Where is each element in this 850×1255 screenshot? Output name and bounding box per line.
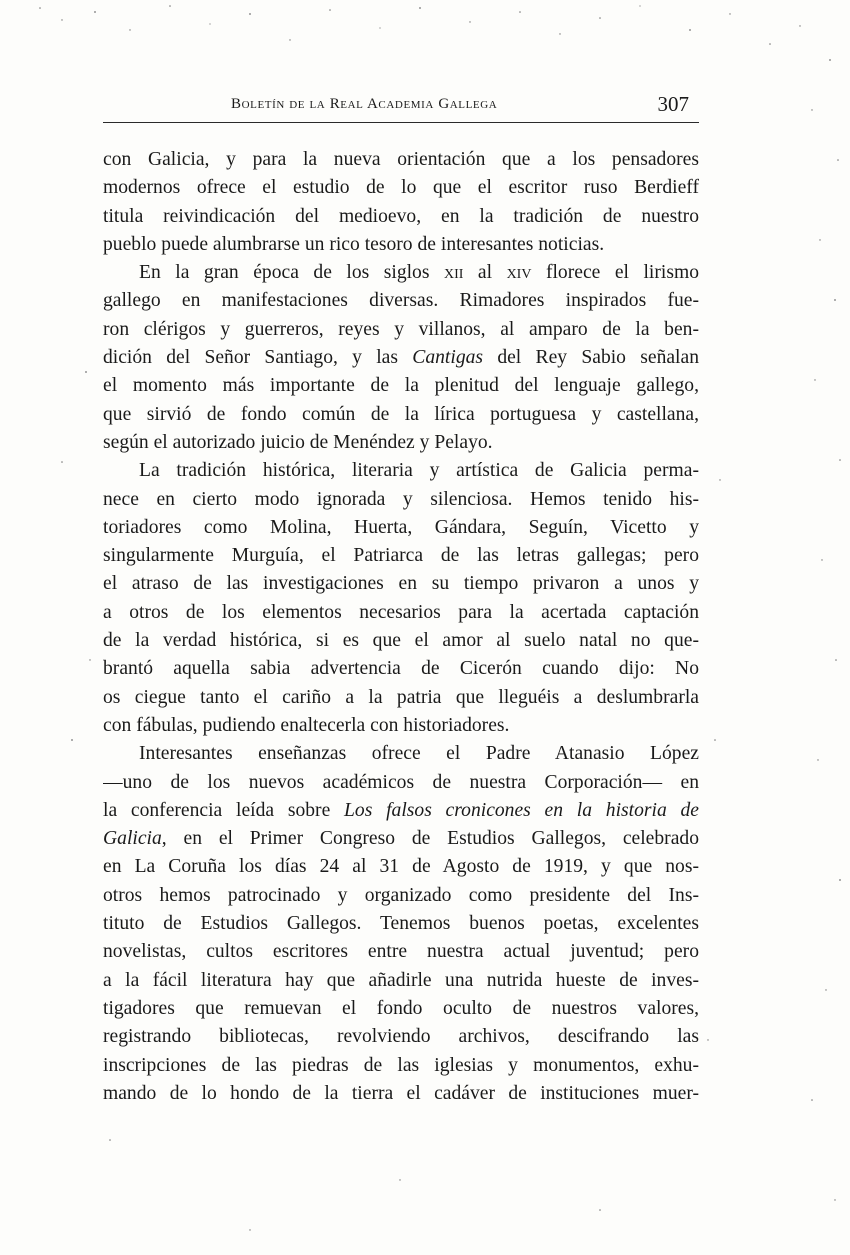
text-line: con Galicia, y para la nueva orientación que a los pensadores (103, 149, 699, 170)
text-line: la conferencia leída sobre Los falsos cronicones en la historia de (103, 799, 699, 821)
text-line: otros hemos patrocinado y organizado como presidente del Ins- (103, 884, 699, 906)
text-line: dición del Señor Santiago, y las Cantigas del Rey Sabio señalan (103, 347, 699, 369)
text-line: inscripciones de las piedras de las iglesias y monumentos, exhu- (103, 1054, 699, 1076)
text-line: brantó aquella sabia advertencia de Cicerón cuando dijo: No (103, 658, 699, 680)
running-header (103, 92, 699, 122)
body-text (103, 146, 699, 1108)
italic-title: Los falsos cronicones en la historia de (344, 799, 699, 821)
text-line: con fábulas, pudiendo enaltecerla con historiadores. (103, 714, 510, 736)
paragraph (103, 740, 699, 1108)
text-line: a otros de los elementos necesarios para la acertada captación (103, 601, 699, 623)
text-line: gallego en manifestaciones diversas. Rimadores inspirados fue- (103, 290, 699, 312)
italic-title: Cantigas (412, 347, 484, 369)
text-line: ron clérigos y guerreros, reyes y villanos, al amparo de la ben- (103, 318, 699, 340)
text-line: novelistas, cultos escritores entre nuestra actual juventud; pero (103, 941, 699, 963)
text-line: singularmente Murguía, el Patriarca de las letras gallegas; pero (103, 545, 699, 567)
text-line: tituto de Estudios Gallegos. Tenemos buenos poetas, excelentes (103, 913, 699, 935)
text-line: registrando bibliotecas, revolviendo archivos, descifrando las (103, 1026, 699, 1048)
text-line: pueblo puede alumbrarse un rico tesoro de interesantes noticias. (103, 233, 605, 255)
text-line: —uno de los nuevos académicos de nuestra Corporación— en (103, 771, 699, 793)
text-line: modernos ofrece el estudio de lo que el escritor ruso Berdieff (103, 177, 699, 199)
text-line: de la verdad histórica, si es que el amor al suelo natal no que- (103, 630, 699, 652)
text-line: La tradición histórica, literaria y artística de Galicia perma- (139, 460, 699, 482)
running-title: Boletín de la Real Academia Gallega (231, 96, 498, 112)
roman-numeral: xii (443, 262, 464, 284)
text-line: el momento más importante de la plenitud del lenguaje gallego, (103, 375, 699, 397)
text-line: En la gran época de los siglos xii al xiv florece el lirismo (139, 262, 699, 284)
page-number: 307 (657, 92, 689, 116)
paragraph (103, 457, 699, 740)
text-line: tigadores que remuevan el fondo oculto de nuestros valores, (103, 997, 699, 1019)
text-line: el atraso de las investigaciones en su tiempo privaron a unos y (103, 573, 699, 595)
roman-numeral: xiv (506, 262, 532, 284)
text-line: según el autorizado juicio de Menéndez y Pelayo. (103, 431, 493, 453)
text-line: Galicia, en el Primer Congreso de Estudios Gallegos, celebrado (103, 828, 699, 850)
text-line: nece en cierto modo ignorada y silenciosa. Hemos tenido his- (103, 488, 699, 510)
text-line: que sirvió de fondo común de la lírica portuguesa y castellana, (103, 403, 699, 425)
text-line: mando de lo hondo de la tierra el cadáver de instituciones muer- (103, 1082, 699, 1104)
paragraph (103, 146, 699, 259)
text-line: titula reivindicación del medioevo, en la tradición de nuestro (103, 205, 699, 227)
paragraph (103, 259, 699, 457)
text-line: toriadores como Molina, Huerta, Gándara, Seguín, Vicetto y (103, 516, 699, 538)
text-line: a la fácil literatura hay que añadirle una nutrida hueste de inves- (103, 969, 699, 991)
header-rule (103, 122, 699, 123)
text-line: os ciegue tanto el cariño a la patria que lleguéis a deslumbrarla (103, 686, 699, 708)
text-line: Interesantes enseñanzas ofrece el Padre Atanasio López (139, 743, 699, 765)
italic-title: Galicia (103, 828, 162, 850)
text-line: en La Coruña los días 24 al 31 de Agosto de 1919, y que nos- (103, 856, 699, 878)
